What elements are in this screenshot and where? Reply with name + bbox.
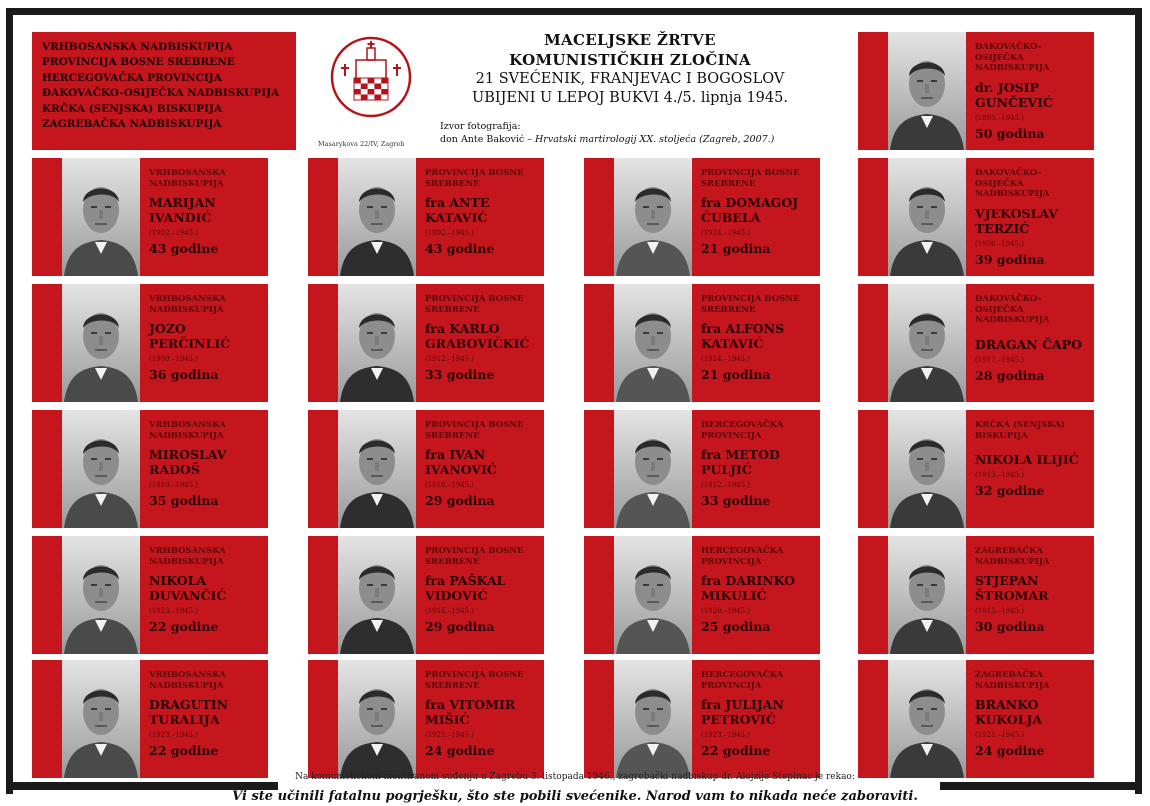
victim-card	[308, 284, 544, 402]
victim-name: DRAGAN ČAPO	[975, 336, 1083, 352]
victim-years: (1913.–1945.)	[975, 471, 1025, 479]
portrait-photo	[614, 660, 692, 778]
victim-info	[425, 168, 540, 256]
portrait-photo	[888, 660, 966, 778]
victim-card	[858, 410, 1094, 528]
victim-name: NIKOLA ILIJIĆ	[975, 452, 1079, 467]
victim-age: 30 godina	[975, 619, 1045, 634]
victim-card	[32, 158, 268, 276]
portrait-photo	[888, 32, 966, 150]
victim-age: 36 godina	[149, 367, 219, 382]
diocese-line: VRHBOSANSKA NADBISKUPIJA	[42, 41, 233, 53]
victim-age: 33 godine	[425, 367, 495, 382]
victim-years: (1895.–1945.)	[975, 113, 1025, 122]
footer-quote: Vi ste učinili fatalnu pogrješku, što ste pobili svećenike. Narod vam to nikada neće zaboraviti.	[232, 789, 918, 804]
victim-card	[308, 410, 544, 528]
victim-age: 21 godina	[701, 241, 771, 256]
victim-diocese: PROVINCIJA BOSNE SREBRENE	[425, 420, 524, 441]
victim-name: dr. JOSIP GUNČEVIĆ	[975, 79, 1053, 110]
poster-title	[440, 30, 820, 108]
victim-info	[149, 670, 264, 758]
victim-years: (1921.–1945.)	[975, 731, 1025, 739]
victim-card	[858, 32, 1094, 150]
victim-info	[149, 294, 264, 382]
victim-info	[975, 42, 1090, 141]
victim-card	[584, 158, 820, 276]
victim-diocese: HERCEGOVAČKA PROVINCIJA	[701, 420, 784, 441]
victim-age: 21 godina	[701, 367, 771, 382]
victim-diocese: PROVINCIJA BOSNE SREBRENE	[701, 168, 800, 189]
victim-card	[32, 410, 268, 528]
victim-years: (1902.–1945.)	[425, 229, 475, 237]
victim-name: VJEKOSLAV TERZIĆ	[975, 205, 1058, 236]
victim-card	[584, 536, 820, 654]
victim-diocese: PROVINCIJA BOSNE SREBRENE	[425, 670, 524, 691]
victim-card	[584, 660, 820, 778]
victim-diocese: ĐAKOVAČKO-OSIJEČKA NADBISKUPIJA	[975, 42, 1050, 73]
source-citation	[440, 133, 774, 146]
victim-years: (1916.–1945.)	[425, 481, 475, 489]
portrait-photo	[338, 284, 416, 402]
diocese-line: PROVINCIJA BOSNE SREBRENE	[42, 56, 235, 69]
victim-age: 22 godine	[149, 619, 219, 634]
victim-diocese: HERCEGOVAČKA PROVINCIJA	[701, 546, 784, 567]
diocese-line: ZAGREBAČKA NADBISKUPIJA	[42, 118, 222, 131]
victim-years: (1920.–1945.)	[701, 607, 751, 615]
title-line-4: UBIJENI U LEPOJ BUKVI 4./5. lipnja 1945.	[472, 90, 788, 106]
victim-age: 39 godina	[975, 251, 1045, 267]
title-line-3: 21 SVEĆENIK, FRANJEVAC I BOGOSLOV	[475, 71, 785, 87]
portrait-photo	[614, 536, 692, 654]
victim-card	[858, 284, 1094, 402]
logo-caption: Masarykova 22/IV, Zagreb	[318, 140, 405, 148]
church-logo	[330, 36, 412, 118]
diocese-line: KRČKA (SENJSKA) BISKUPIJA	[42, 102, 223, 115]
victim-info	[701, 420, 816, 508]
victim-info	[425, 420, 540, 508]
portrait-photo	[62, 536, 140, 654]
victim-age: 43 godine	[149, 241, 219, 256]
victim-name: fra DARINKO MIKULIĆ	[701, 573, 796, 603]
title-line-1: MACELJSKE ŽRTVE	[544, 31, 716, 49]
portrait-photo	[338, 660, 416, 778]
victim-card	[308, 536, 544, 654]
victim-card	[32, 284, 268, 402]
portrait-photo	[888, 536, 966, 654]
portrait-photo	[62, 284, 140, 402]
victim-age: 32 godine	[975, 483, 1045, 498]
victim-age: 33 godine	[701, 493, 771, 508]
victim-years: (1915.–1945.)	[975, 607, 1025, 615]
victim-info	[975, 546, 1090, 634]
victim-years: (1923.–1945.)	[149, 731, 199, 739]
victim-name: fra IVAN IVANOVIĆ	[425, 447, 497, 477]
victim-years: (1917.–1945.)	[975, 355, 1025, 364]
victim-years: (1921.–1945.)	[425, 731, 475, 739]
portrait-photo	[888, 410, 966, 528]
victim-card	[308, 660, 544, 778]
portrait-photo	[62, 410, 140, 528]
victim-name: JOZO PERČINLIĆ	[149, 321, 231, 351]
photo-source	[440, 120, 774, 146]
victim-age: 29 godina	[425, 493, 495, 508]
victim-diocese: ZAGREBAČKA NADBISKUPIJA	[975, 670, 1050, 691]
victim-years: (1923.–1945.)	[701, 731, 751, 739]
victim-info	[425, 546, 540, 634]
victim-diocese: VRHBOSANSKA NADBISKUPIJA	[149, 670, 226, 691]
victim-name: fra METOD PULJIĆ	[701, 447, 780, 477]
source-author: don Ante Baković –	[440, 134, 536, 145]
victim-name: fra KARLO GRABOVIČKIĆ	[425, 321, 530, 351]
victim-diocese: VRHBOSANSKA NADBISKUPIJA	[149, 546, 226, 567]
victim-name: fra JULIJAN PETROVIĆ	[701, 697, 784, 727]
victim-age: 22 godine	[701, 743, 771, 758]
victim-diocese: KRČKA (SENJSKA) BISKUPIJA	[975, 420, 1066, 441]
victim-name: DRAGUTIN TURALIJA	[149, 697, 229, 727]
victim-diocese: ĐAKOVAČKO-OSIJEČKA NADBISKUPIJA	[975, 168, 1050, 199]
dioceses-list	[32, 32, 296, 150]
victim-info	[701, 670, 816, 758]
diocese-line: HERCEGOVAČKA PROVINCIJA	[42, 71, 222, 84]
footer-note: Na komunističkom montiranom suđenju u Zagrebu 3. listopada 1946., zagrebački nadbiskup dr. Alojzije Stepinac je rekao:	[295, 772, 855, 782]
victim-diocese: ZAGREBAČKA NADBISKUPIJA	[975, 546, 1050, 567]
victim-diocese: VRHBOSANSKA NADBISKUPIJA	[149, 168, 226, 189]
portrait-photo	[62, 660, 140, 778]
portrait-photo	[888, 158, 966, 276]
victim-card	[32, 660, 268, 778]
victim-info	[149, 546, 264, 634]
victim-info	[975, 294, 1090, 383]
victim-card	[858, 660, 1094, 778]
victim-age: 28 godina	[975, 367, 1045, 383]
portrait-photo	[614, 284, 692, 402]
victim-card	[308, 158, 544, 276]
victim-card	[584, 410, 820, 528]
victim-diocese: HERCEGOVAČKA PROVINCIJA	[701, 670, 784, 691]
source-book: Hrvatski martirologij XX. stoljeća (Zagreb, 2007.)	[535, 134, 775, 145]
victim-info	[425, 670, 540, 758]
victim-years: (1924.–1945.)	[701, 229, 751, 237]
diocese-line: ĐAKOVAČKO-OSIJEČKA NADBISKUPIJA	[42, 87, 280, 100]
victim-age: 43 godine	[425, 241, 495, 256]
victim-age: 24 godine	[425, 743, 495, 758]
victim-years: (1916.–1945.)	[425, 607, 475, 615]
victim-years: (1906.–1945.)	[975, 239, 1025, 248]
victim-age: 35 godina	[149, 493, 219, 508]
portrait-photo	[614, 410, 692, 528]
victim-years: (1912.–1945.)	[425, 355, 475, 363]
victim-age: 29 godina	[425, 619, 495, 634]
portrait-photo	[338, 410, 416, 528]
victim-years: (1912.–1945.)	[701, 481, 751, 489]
source-label: Izvor fotografija:	[440, 121, 521, 132]
victim-age: 50 godina	[975, 125, 1045, 141]
victim-age: 22 godine	[149, 743, 219, 758]
victim-diocese: PROVINCIJA BOSNE SREBRENE	[425, 294, 524, 315]
victim-card	[584, 284, 820, 402]
victim-diocese: PROVINCIJA BOSNE SREBRENE	[425, 168, 524, 189]
victim-name: MARIJAN IVANDIĆ	[149, 195, 216, 225]
victim-name: fra DOMAGOJ ČUBELA	[701, 195, 799, 225]
victim-diocese: VRHBOSANSKA NADBISKUPIJA	[149, 420, 226, 441]
victim-info	[701, 294, 816, 382]
victim-name: fra PAŠKAL VIDOVIĆ	[425, 573, 506, 603]
victim-years: (1924.–1945.)	[701, 355, 751, 363]
victim-info	[149, 168, 264, 256]
victim-diocese: PROVINCIJA BOSNE SREBRENE	[425, 546, 524, 567]
victim-years: (1909.–1945.)	[149, 355, 199, 363]
victim-diocese: ĐAKOVAČKO-OSIJEČKA NADBISKUPIJA	[975, 294, 1050, 325]
victim-diocese: PROVINCIJA BOSNE SREBRENE	[701, 294, 800, 315]
victim-name: STJEPAN ŠTROMAR	[975, 573, 1049, 603]
title-line-2: KOMUNISTIČKIH ZLOČINA	[509, 51, 751, 69]
victim-info	[975, 670, 1090, 758]
victim-info	[701, 546, 816, 634]
portrait-photo	[62, 158, 140, 276]
victim-info	[975, 420, 1090, 498]
victim-card	[32, 536, 268, 654]
victim-name: NIKOLA DUVANČIĆ	[149, 573, 227, 603]
victim-info	[975, 168, 1090, 267]
victim-info	[425, 294, 540, 382]
portrait-photo	[614, 158, 692, 276]
victim-name: BRANKO KUKOLJA	[975, 697, 1043, 727]
victim-years: (1923.–1945.)	[149, 607, 199, 615]
victim-diocese: VRHBOSANSKA NADBISKUPIJA	[149, 294, 226, 315]
portrait-photo	[338, 158, 416, 276]
victim-name: fra VITOMIR MIŠIĆ	[425, 697, 516, 727]
victim-card	[858, 536, 1094, 654]
portrait-photo	[338, 536, 416, 654]
victim-name: fra ANTE KATAVIĆ	[425, 195, 490, 225]
victim-name: MIROSLAV RADOŠ	[149, 447, 227, 477]
victim-age: 24 godine	[975, 743, 1045, 758]
victim-years: (1902.–1945.)	[149, 229, 199, 237]
victim-name: fra ALFONS KATAVIĆ	[701, 321, 785, 351]
portrait-photo	[888, 284, 966, 402]
victim-years: (1910.–1945.)	[149, 481, 199, 489]
victim-age: 25 godina	[701, 619, 771, 634]
victim-info	[701, 168, 816, 256]
victim-info	[149, 420, 264, 508]
victim-card	[858, 158, 1094, 276]
